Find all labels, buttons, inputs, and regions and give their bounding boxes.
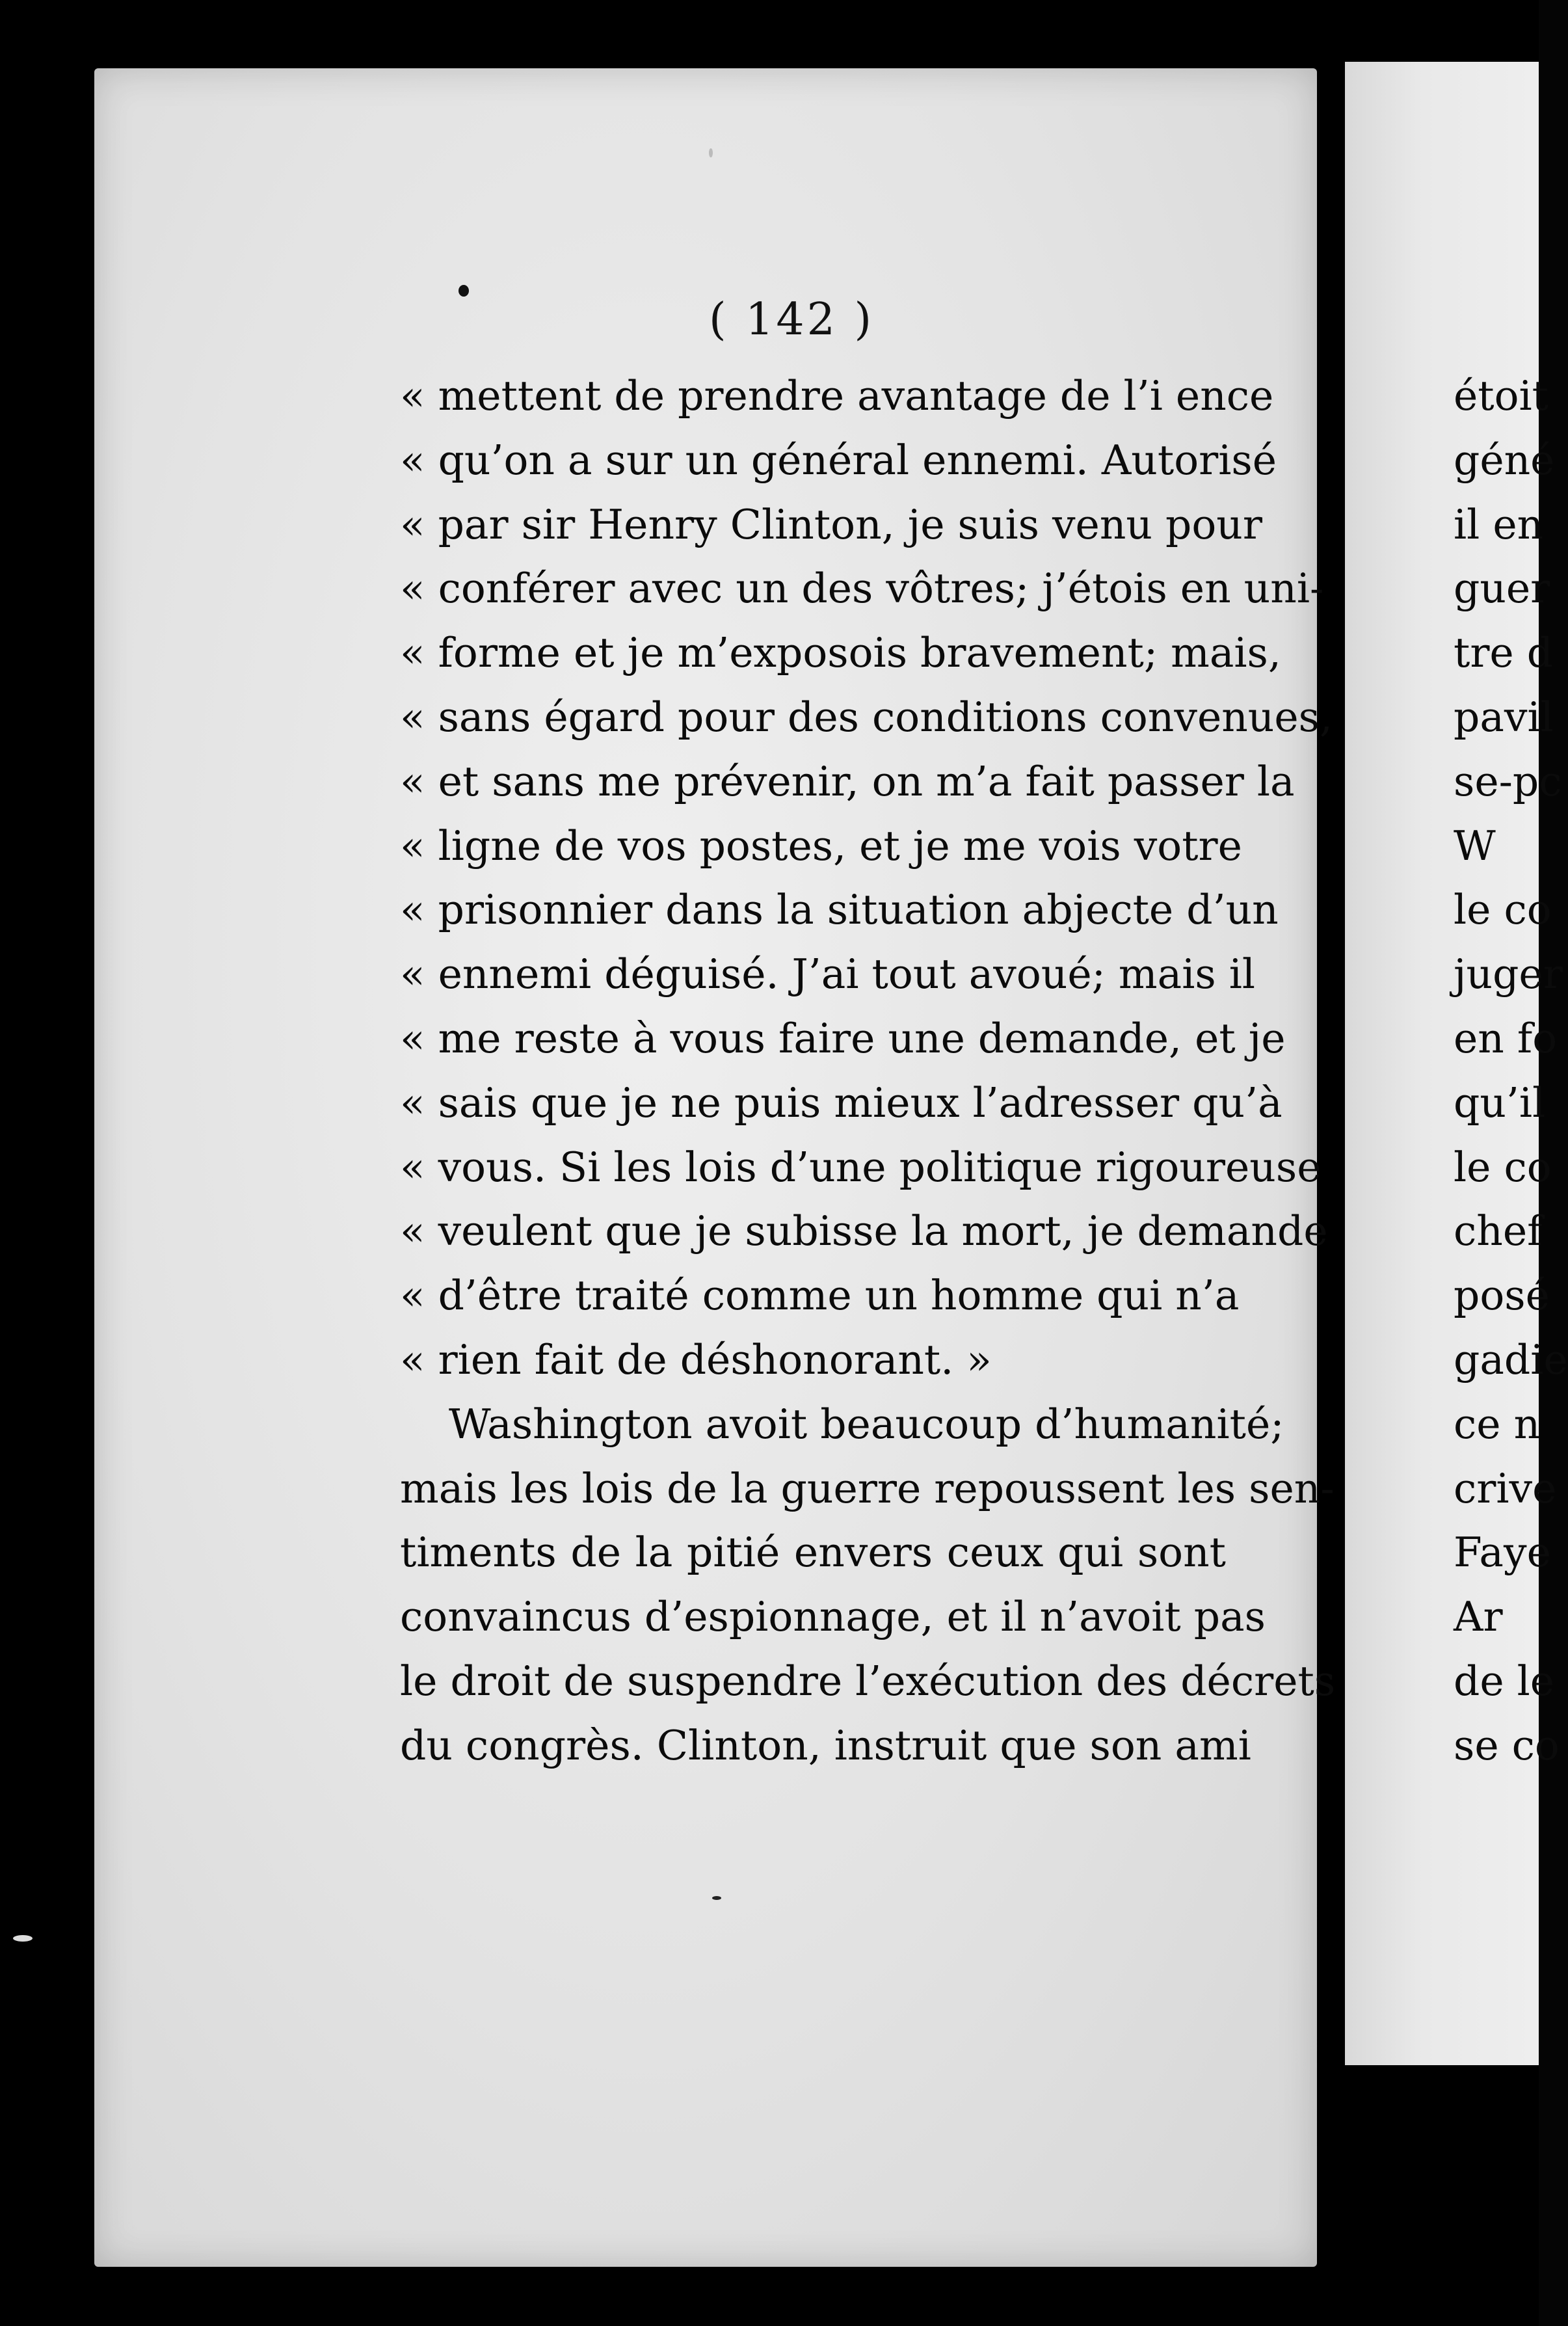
text-line: timents de la pitié envers ceux qui sont bbox=[400, 1529, 1226, 1577]
text-fragment: il en bbox=[1454, 500, 1544, 548]
ink-dot bbox=[458, 285, 469, 297]
text-fragment: crive bbox=[1454, 1464, 1557, 1512]
text-line: « conférer avec un des vôtres; j’étois en uni- bbox=[400, 565, 1324, 613]
text-fragment: le co bbox=[1454, 1143, 1552, 1191]
text-fragment: Ar bbox=[1454, 1593, 1503, 1641]
text-line: « qu’on a sur un général ennemi. Autorisé bbox=[400, 436, 1277, 484]
text-fragment: Faye bbox=[1454, 1529, 1551, 1577]
text-line: le droit de suspendre l’exécution des décrets bbox=[400, 1657, 1336, 1705]
left-page-text bbox=[400, 364, 1336, 1778]
page-number: ( 142 ) bbox=[709, 294, 875, 345]
text-fragment: chef bbox=[1454, 1207, 1543, 1255]
text-line: « ennemi déguisé. J’ai tout avoué; mais il bbox=[400, 950, 1256, 998]
text-line: « sais que je ne puis mieux l’adresser qu’à bbox=[400, 1078, 1282, 1127]
text-fragment: géné bbox=[1454, 436, 1555, 484]
text-fragment: juger bbox=[1454, 950, 1563, 998]
text-line: « d’être traité comme un homme qui n’a bbox=[400, 1272, 1240, 1320]
text-fragment: le co bbox=[1454, 886, 1552, 934]
text-line: « veulent que je subisse la mort, je demande bbox=[400, 1207, 1328, 1255]
text-line: « sans égard pour des conditions convenues, bbox=[400, 693, 1333, 741]
text-fragment: posé bbox=[1454, 1272, 1550, 1320]
text-line: convaincus d’espionnage, et il n’avoit pas bbox=[400, 1593, 1266, 1641]
right-page-text bbox=[1454, 364, 1568, 1778]
text-line: « par sir Henry Clinton, je suis venu pour bbox=[400, 500, 1262, 548]
text-fragment: se co bbox=[1454, 1721, 1560, 1769]
text-fragment: W bbox=[1454, 822, 1496, 870]
text-fragment: qu’il bbox=[1454, 1078, 1546, 1127]
text-line: « vous. Si les lois d’une politique rigoureuse bbox=[400, 1143, 1322, 1191]
text-fragment: tre d bbox=[1454, 629, 1554, 677]
text-fragment: en fo bbox=[1454, 1014, 1558, 1062]
text-line: du congrès. Clinton, instruit que son ami bbox=[400, 1721, 1251, 1769]
text-line: « mettent de prendre avantage de l’i ence bbox=[400, 372, 1274, 420]
paper-speck bbox=[709, 148, 713, 157]
text-line: « ligne de vos postes, et je me vois votre bbox=[400, 822, 1242, 870]
paper-speck bbox=[13, 1935, 33, 1942]
text-fragment: guer bbox=[1454, 565, 1550, 613]
text-fragment: gadie bbox=[1454, 1335, 1568, 1384]
text-fragment: de le bbox=[1454, 1657, 1555, 1705]
text-fragment: ce n bbox=[1454, 1400, 1541, 1448]
text-line: « et sans me prévenir, on m’a fait passer la bbox=[400, 757, 1295, 805]
text-line: « forme et je m’exposois bravement; mais, bbox=[400, 629, 1281, 677]
text-line: « rien fait de déshonorant. » bbox=[400, 1335, 992, 1384]
paper-speck bbox=[712, 1896, 721, 1900]
text-line: « prisonnier dans la situation abjecte d’un bbox=[400, 886, 1279, 934]
text-fragment: étoit bbox=[1454, 372, 1548, 420]
text-fragment: se-pc bbox=[1454, 757, 1562, 805]
text-line: « me reste à vous faire une demande, et je bbox=[400, 1014, 1286, 1062]
text-line: mais les lois de la guerre repoussent les sen- bbox=[400, 1464, 1335, 1512]
paragraph-first-line: Washington avoit beaucoup d’humanité; bbox=[449, 1400, 1284, 1448]
text-fragment: pavil bbox=[1454, 693, 1554, 741]
